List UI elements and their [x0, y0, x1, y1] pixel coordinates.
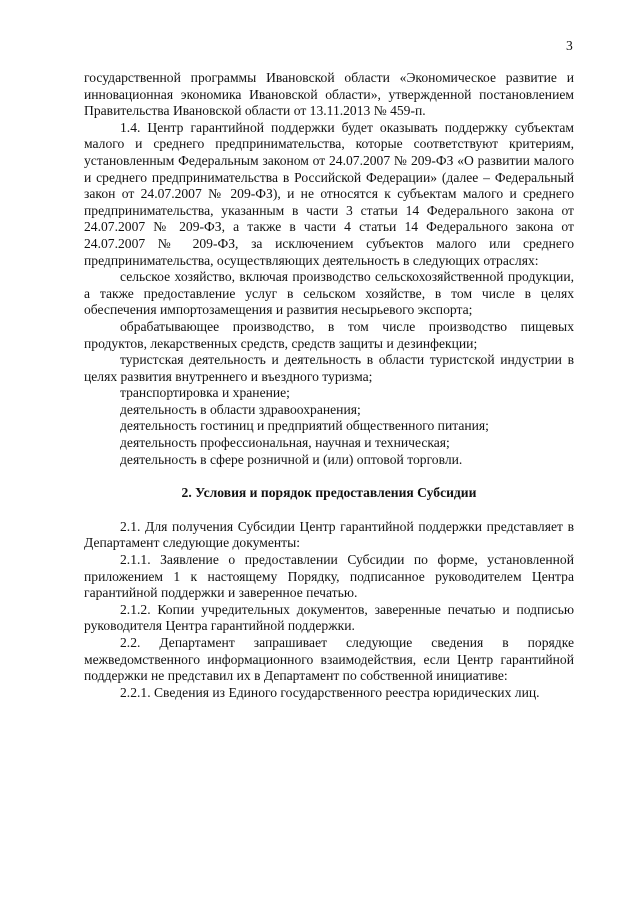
list-item-professional: деятельность профессиональная, научная и техническая;: [120, 435, 450, 451]
paragraph-2-1-2: 2.1.2. Копии учредительных документов, заверенные печатью и подписью руководителя Центра гарантийной поддержки.: [84, 601, 574, 634]
list-item-agriculture: сельское хозяйство, включая производство сельскохозяйственной продукции, а также предоставление услуг в сельском хозяйстве, в том числе в целях обеспечения импортозамещения и развития несырьевого экспорта;: [84, 269, 574, 318]
list-item-manufacturing: обрабатывающее производство, в том числе производство пищевых продуктов, лекарственных средств, средств защиты и дезинфекции;: [84, 318, 574, 351]
paragraph-program-ref: государственной программы Ивановской области «Экономическое развитие и инновационная экономика Ивановской области», утвержденной постановлением Правительства Ивановской области от 13.11.2013 № 459-п.: [84, 70, 574, 119]
paragraph-2-2-1: 2.2.1. Сведения из Единого государственного реестра юридических лиц.: [120, 684, 540, 700]
paragraph-1-4: 1.4. Центр гарантийной поддержки будет оказывать поддержку субъектам малого и среднего предпринимательства, которые соответствуют критериям, установленным Федеральным законом от 24.07.2007 № 209-ФЗ «О развитии малого и среднего предпринимательства в Российской Федерации» (далее – Федеральный закон от 24.07.2007 № 209-ФЗ), и не относятся к субъектам малого и среднего предпринимательства, указанным в части 3 статьи 14 Федерального закона от 24.07.2007 № 209-ФЗ, а также в части 4 статьи 14 Федерального закона от 24.07.2007 № 209-ФЗ, за исключением субъектов малого или среднего предпринимательства, осуществляющих деятельность в следующих отраслях:: [84, 119, 574, 268]
list-item-trade: деятельность в сфере розничной и (или) оптовой торговли.: [120, 451, 463, 467]
paragraph-2-1: 2.1. Для получения Субсидии Центр гарантийной поддержки представляет в Департамент следующие документы:: [84, 518, 574, 551]
paragraph-2-2: 2.2. Департамент запрашивает следующие сведения в порядке межведомственного информационного взаимодействия, если Центр гарантийной поддержки не представил их в Департамент по собственной инициативе:: [84, 635, 574, 684]
document-body: [84, 70, 574, 701]
paragraph-2-1-1: 2.1.1. Заявление о предоставлении Субсидии по форме, установленной приложением 1 к настоящему Порядку, подписанное руководителем Центра гарантийной поддержки и заверенное печатью.: [84, 552, 574, 601]
page-number: 3: [566, 38, 573, 53]
list-item-tourism: туристская деятельность и деятельность в области туристской индустрии в целях развития внутреннего и въездного туризма;: [84, 352, 574, 384]
list-item-healthcare: деятельность в области здравоохранения;: [120, 401, 361, 417]
list-item-transport: транспортировка и хранение;: [120, 385, 290, 401]
list-item-hospitality: деятельность гостиниц и предприятий общественного питания;: [120, 418, 489, 434]
section-heading-2: 2. Условия и порядок предоставления Субсидии: [181, 485, 477, 501]
